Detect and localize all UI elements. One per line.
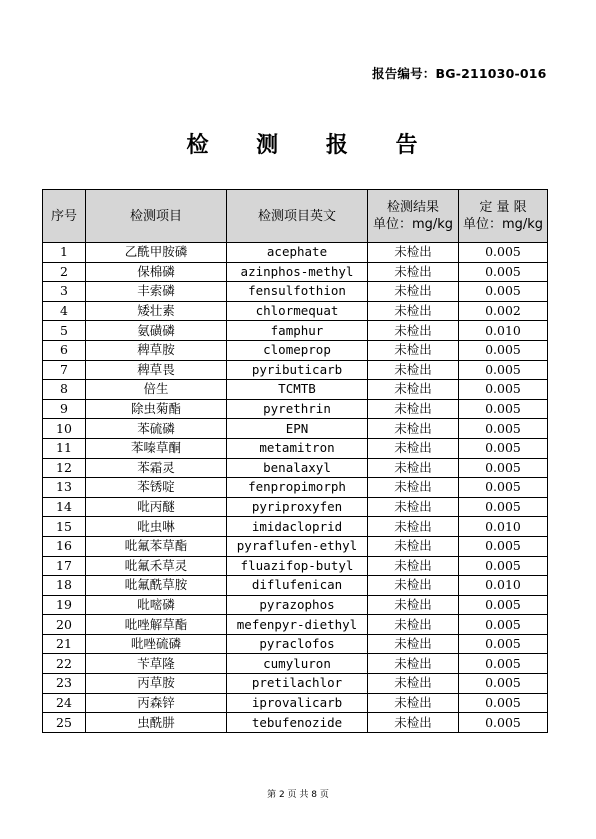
item-english-cell: pyraclofos [227,634,368,654]
item-english-cell: tebufenozide [227,713,368,733]
table-row [43,536,548,556]
result-cell: 未检出 [368,478,459,498]
limit-cell: 0.005 [459,399,548,419]
result-cell: 未检出 [368,301,459,321]
item-name-cell: 吡虫啉 [86,517,227,537]
item-name-cell: 丙森锌 [86,693,227,713]
item-name-cell: 吡氟苯草酯 [86,536,227,556]
item-english-cell: fenpropimorph [227,478,368,498]
item-english-cell: acephate [227,243,368,263]
limit-cell: 0.005 [459,674,548,694]
limit-cell: 0.005 [459,282,548,302]
result-cell: 未检出 [368,243,459,263]
result-cell: 未检出 [368,321,459,341]
row-number-cell: 14 [43,497,86,517]
table-row [43,321,548,341]
table-row [43,693,548,713]
header-limit-label: 定 量 限 [479,200,527,215]
item-english-cell: azinphos-methyl [227,262,368,282]
limit-cell: 0.005 [459,634,548,654]
table-row [43,497,548,517]
table-row [43,438,548,458]
item-name-cell: 苄草隆 [86,654,227,674]
row-number-cell: 13 [43,478,86,498]
item-english-cell: pyriproxyfen [227,497,368,517]
result-cell: 未检出 [368,497,459,517]
limit-cell: 0.005 [459,497,548,517]
table-row [43,380,548,400]
table-row [43,360,548,380]
result-cell: 未检出 [368,262,459,282]
header-item-en: 检测项目英文 [227,190,368,243]
header-result-unit: 单位：mg/kg [372,217,454,232]
item-english-cell: iprovalicarb [227,693,368,713]
item-english-cell: imidacloprid [227,517,368,537]
item-name-cell: 除虫菊酯 [86,399,227,419]
row-number-cell: 1 [43,243,86,263]
item-name-cell: 苯霜灵 [86,458,227,478]
table-row [43,458,548,478]
row-number-cell: 12 [43,458,86,478]
item-name-cell: 氨磺磷 [86,321,227,341]
row-number-cell: 25 [43,713,86,733]
item-english-cell: famphur [227,321,368,341]
item-name-cell: 苯硫磷 [86,419,227,439]
item-name-cell: 丙草胺 [86,674,227,694]
row-number-cell: 8 [43,380,86,400]
row-number-cell: 5 [43,321,86,341]
row-number-cell: 3 [43,282,86,302]
result-cell: 未检出 [368,576,459,596]
item-english-cell: mefenpyr-diethyl [227,615,368,635]
row-number-cell: 19 [43,595,86,615]
page-footer: 第 2 页 共 8 页 [267,790,329,800]
limit-cell: 0.005 [459,478,548,498]
item-name-cell: 乙酰甲胺磷 [86,243,227,263]
row-number-cell: 6 [43,340,86,360]
item-name-cell: 吡氟禾草灵 [86,556,227,576]
table-row [43,615,548,635]
item-english-cell: pyrazophos [227,595,368,615]
table-row [43,419,548,439]
table-row [43,399,548,419]
header-seq: 序号 [43,190,86,243]
page-title: 检 测 报 告 [186,132,438,158]
limit-cell: 0.005 [459,595,548,615]
item-english-cell: cumyluron [227,654,368,674]
result-cell: 未检出 [368,674,459,694]
header-limit [459,190,548,243]
result-cell: 未检出 [368,380,459,400]
row-number-cell: 21 [43,634,86,654]
header-result [368,190,459,243]
limit-cell: 0.010 [459,517,548,537]
row-number-cell: 23 [43,674,86,694]
item-english-cell: EPN [227,419,368,439]
limit-cell: 0.005 [459,556,548,576]
table-body [43,243,548,733]
table-row [43,478,548,498]
item-name-cell: 虫酰肼 [86,713,227,733]
table-row [43,556,548,576]
row-number-cell: 16 [43,536,86,556]
table-row [43,301,548,321]
row-number-cell: 4 [43,301,86,321]
result-cell: 未检出 [368,340,459,360]
result-cell: 未检出 [368,419,459,439]
item-english-cell: fluazifop-butyl [227,556,368,576]
limit-cell: 0.005 [459,458,548,478]
limit-cell: 0.005 [459,360,548,380]
result-cell: 未检出 [368,399,459,419]
table-row [43,595,548,615]
item-english-cell: metamitron [227,438,368,458]
limit-cell: 0.005 [459,419,548,439]
limit-cell: 0.005 [459,615,548,635]
limit-cell: 0.005 [459,380,548,400]
limit-cell: 0.005 [459,262,548,282]
result-cell: 未检出 [368,458,459,478]
table-row [43,576,548,596]
report-number: 报告编号：BG-211030-016 [372,66,547,81]
limit-cell: 0.005 [459,438,548,458]
row-number-cell: 18 [43,576,86,596]
result-cell: 未检出 [368,713,459,733]
result-cell: 未检出 [368,615,459,635]
item-name-cell: 吡嘧磷 [86,595,227,615]
row-number-cell: 22 [43,654,86,674]
row-number-cell: 9 [43,399,86,419]
item-name-cell: 倍生 [86,380,227,400]
header-limit-unit: 单位：mg/kg [462,217,544,232]
limit-cell: 0.005 [459,340,548,360]
item-name-cell: 吡唑解草酯 [86,615,227,635]
result-cell: 未检出 [368,595,459,615]
table-row [43,517,548,537]
item-name-cell: 丰索磷 [86,282,227,302]
limit-cell: 0.002 [459,301,548,321]
item-name-cell: 吡唑硫磷 [86,634,227,654]
item-english-cell: pyributicarb [227,360,368,380]
table-row [43,634,548,654]
header-item: 检测项目 [86,190,227,243]
item-name-cell: 矮壮素 [86,301,227,321]
table-row [43,340,548,360]
table-row [43,654,548,674]
limit-cell: 0.010 [459,576,548,596]
item-english-cell: benalaxyl [227,458,368,478]
table-row [43,262,548,282]
row-number-cell: 24 [43,693,86,713]
table-header-row [43,190,548,243]
item-english-cell: chlormequat [227,301,368,321]
table-row [43,243,548,263]
result-cell: 未检出 [368,438,459,458]
header-result-label: 检测结果 [386,200,439,215]
limit-cell: 0.005 [459,654,548,674]
result-cell: 未检出 [368,536,459,556]
item-name-cell: 保棉磷 [86,262,227,282]
item-name-cell: 苯嗪草酮 [86,438,227,458]
row-number-cell: 15 [43,517,86,537]
result-cell: 未检出 [368,634,459,654]
limit-cell: 0.005 [459,536,548,556]
result-cell: 未检出 [368,360,459,380]
row-number-cell: 11 [43,438,86,458]
limit-cell: 0.010 [459,321,548,341]
result-cell: 未检出 [368,693,459,713]
item-english-cell: pyrethrin [227,399,368,419]
row-number-cell: 2 [43,262,86,282]
results-table [42,189,548,733]
item-name-cell: 稗草畏 [86,360,227,380]
table-row [43,674,548,694]
table-row [43,282,548,302]
item-english-cell: fensulfothion [227,282,368,302]
limit-cell: 0.005 [459,713,548,733]
row-number-cell: 7 [43,360,86,380]
result-cell: 未检出 [368,282,459,302]
row-number-cell: 17 [43,556,86,576]
limit-cell: 0.005 [459,243,548,263]
item-english-cell: pretilachlor [227,674,368,694]
item-english-cell: clomeprop [227,340,368,360]
result-cell: 未检出 [368,654,459,674]
result-cell: 未检出 [368,517,459,537]
table-row [43,713,548,733]
limit-cell: 0.005 [459,693,548,713]
item-english-cell: diflufenican [227,576,368,596]
row-number-cell: 10 [43,419,86,439]
item-name-cell: 苯锈啶 [86,478,227,498]
row-number-cell: 20 [43,615,86,635]
item-english-cell: pyraflufen-ethyl [227,536,368,556]
item-english-cell: TCMTB [227,380,368,400]
item-name-cell: 吡氟酰草胺 [86,576,227,596]
item-name-cell: 吡丙醚 [86,497,227,517]
result-cell: 未检出 [368,556,459,576]
item-name-cell: 稗草胺 [86,340,227,360]
